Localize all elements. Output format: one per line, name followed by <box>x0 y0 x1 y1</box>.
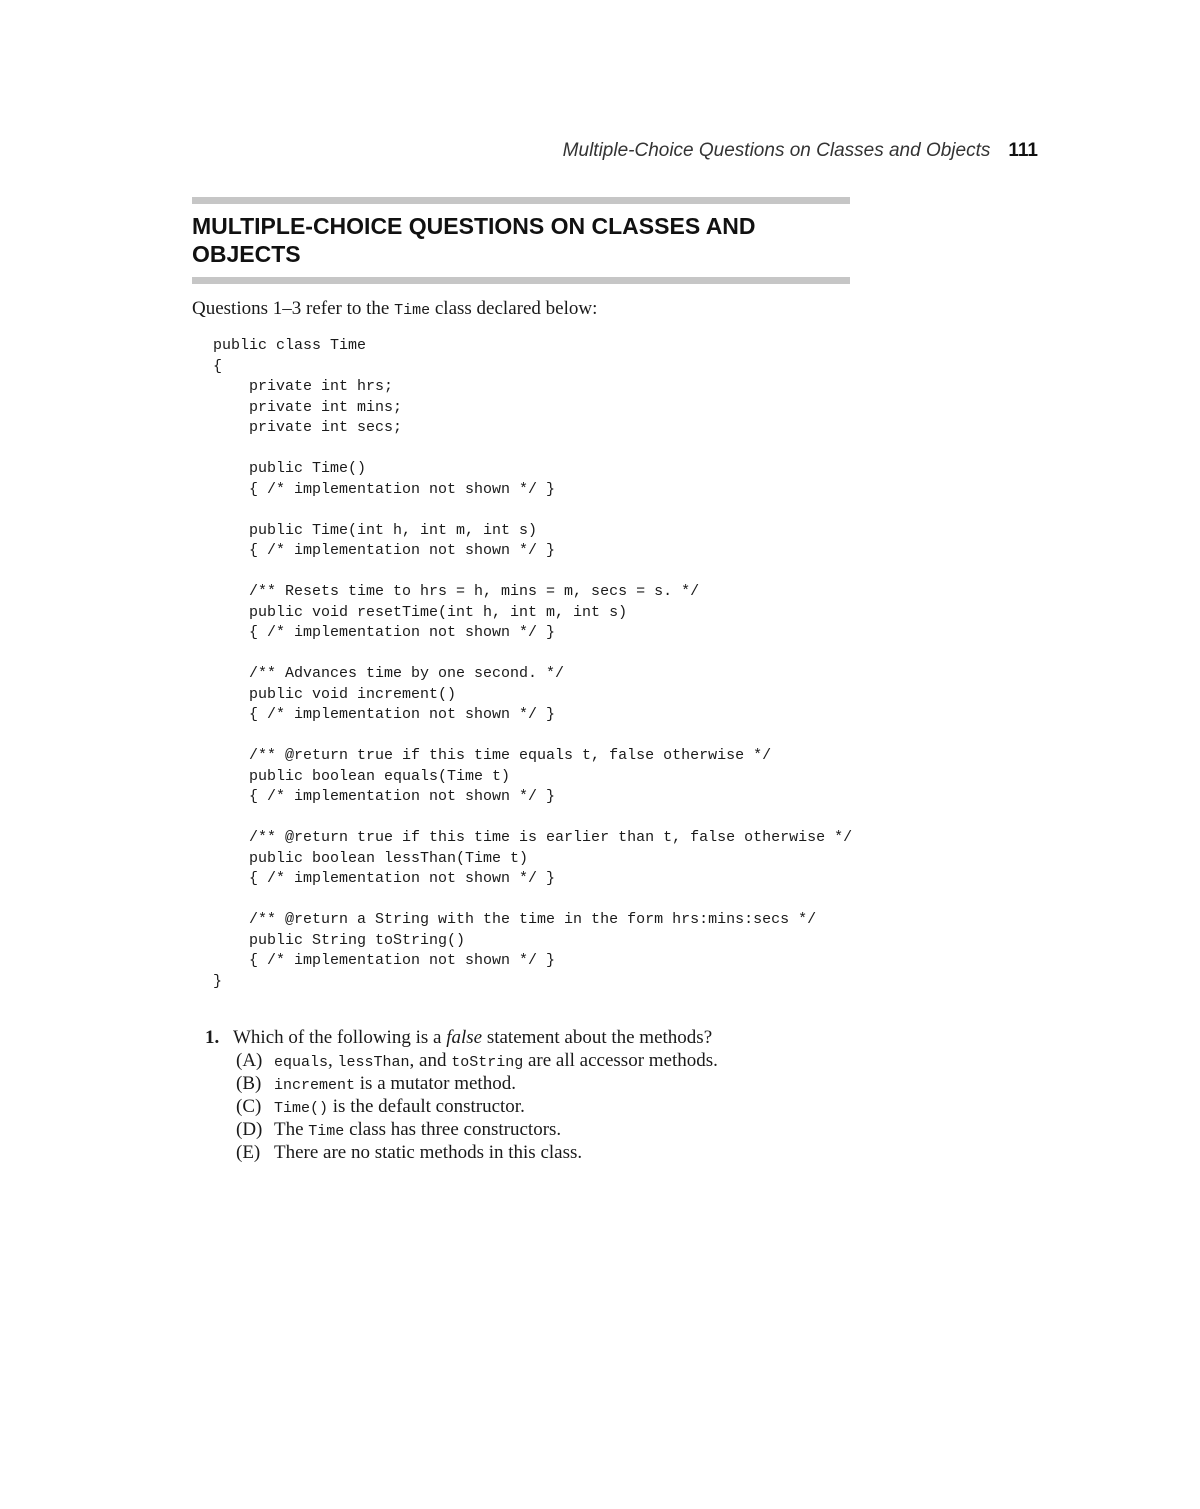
code-line: { /* implementation not shown */ } <box>213 480 556 498</box>
choice-text: There are no static methods in this class. <box>274 1142 583 1163</box>
code-line: { /* implementation not shown */ } <box>213 542 556 559</box>
code-line: { /* implementation not shown */ } <box>213 706 556 723</box>
choice-letter: (D) <box>236 1119 263 1140</box>
choice-letter: (E) <box>236 1142 261 1163</box>
questions-intro <box>192 296 597 324</box>
code-line: public boolean lessThan(Time t) <box>213 849 529 867</box>
choice-a <box>236 1049 718 1072</box>
code-line <box>213 500 852 521</box>
code-line: { /* implementation not shown */ } <box>213 870 556 887</box>
section-title: MULTIPLE-CHOICE QUESTIONS ON CLASSES AND OBJECTS <box>192 213 756 267</box>
choice-e <box>236 1141 718 1164</box>
code-line <box>213 644 852 665</box>
code-line: public class Time <box>213 337 367 354</box>
question-text-italic: false <box>446 1027 483 1048</box>
choice-d <box>236 1118 718 1141</box>
title-rule-top <box>192 197 850 204</box>
code-line <box>213 439 852 460</box>
code-line: /** Advances time by one second. */ <box>213 665 565 682</box>
code-line: public Time(int h, int m, int s) <box>213 521 538 539</box>
choice-code: Time() <box>274 1100 329 1117</box>
choice-text: is the default constructor. <box>328 1096 525 1117</box>
choice-b <box>236 1072 718 1095</box>
intro-text-before: Questions 1–3 refer to the <box>192 298 395 319</box>
choice-code: toString <box>451 1054 524 1071</box>
code-line: /** @return true if this time is earlier than t, false otherwise */ <box>213 829 853 846</box>
choice-text: , <box>328 1050 338 1071</box>
code-line <box>213 890 852 911</box>
question-1 <box>205 1026 712 1049</box>
code-line: /** @return true if this time equals t, false otherwise */ <box>213 747 772 764</box>
code-line: private int hrs; <box>213 378 394 395</box>
code-line: { <box>213 357 223 375</box>
code-line: private int mins; <box>213 398 403 416</box>
code-block-time-class <box>213 336 852 992</box>
choice-text: class has three constructors. <box>344 1119 562 1140</box>
choice-text: The <box>274 1119 309 1140</box>
choice-code: Time <box>308 1123 345 1140</box>
choice-code: lessThan <box>337 1054 410 1071</box>
choice-letter: (B) <box>236 1073 262 1094</box>
page-number: 111 <box>1008 140 1038 161</box>
answer-choices <box>236 1049 718 1164</box>
code-line: public String toString() <box>213 931 466 949</box>
code-line: public boolean equals(Time t) <box>213 767 511 785</box>
code-line: { /* implementation not shown */ } <box>213 788 556 805</box>
title-rule-bottom <box>192 277 850 284</box>
code-line: public Time() <box>213 460 367 477</box>
choice-text: , and <box>409 1050 452 1071</box>
running-head <box>563 140 1038 162</box>
choice-text: are all accessor methods. <box>523 1050 718 1071</box>
intro-text-after: class declared below: <box>430 298 598 319</box>
question-text-after: statement about the methods? <box>482 1027 713 1048</box>
choice-code: equals <box>274 1054 329 1071</box>
code-line: public void resetTime(int h, int m, int s) <box>213 603 628 621</box>
choice-c <box>236 1095 718 1118</box>
code-line <box>213 726 852 747</box>
intro-code-class: Time <box>394 302 431 319</box>
choice-letter: (C) <box>236 1096 262 1117</box>
code-line: } <box>213 972 223 990</box>
question-text-before: Which of the following is a <box>233 1027 447 1048</box>
code-line: /** Resets time to hrs = h, mins = m, secs = s. */ <box>213 583 700 600</box>
choice-text: is a mutator method. <box>355 1073 516 1094</box>
choice-code: increment <box>274 1077 356 1094</box>
question-number: 1. <box>205 1027 220 1048</box>
code-line <box>213 808 852 829</box>
code-line: /** @return a String with the time in the form hrs:mins:secs */ <box>213 911 817 928</box>
code-line: private int secs; <box>213 419 403 436</box>
code-line: { /* implementation not shown */ } <box>213 624 556 641</box>
running-title: Multiple-Choice Questions on Classes and Objects <box>562 140 991 161</box>
code-line: public void increment() <box>213 685 457 703</box>
choice-letter: (A) <box>236 1050 263 1071</box>
code-line: { /* implementation not shown */ } <box>213 952 556 969</box>
code-line <box>213 562 852 583</box>
